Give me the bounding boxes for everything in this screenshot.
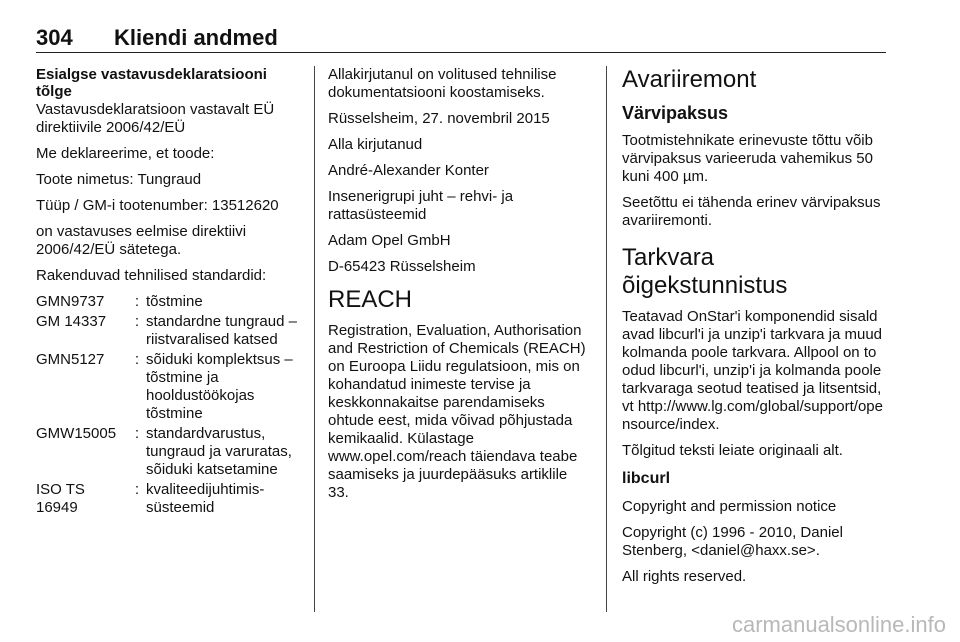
- separator: :: [134, 313, 140, 330]
- chapter-title: Kliendi andmed: [114, 25, 278, 50]
- column-left: [36, 66, 301, 519]
- separator: :: [134, 351, 140, 368]
- paragraph: on vastavuses eelmise direktiivi 2006/42/EÜ sätetega.: [36, 223, 247, 258]
- paragraph: Tõlgitud teksti leiate originaali alt.: [622, 442, 843, 459]
- separator: :: [134, 425, 140, 442]
- page-header: [36, 22, 886, 53]
- separator: :: [134, 293, 140, 310]
- standard-code: GM 14337: [36, 313, 107, 330]
- standards-table: [36, 293, 301, 519]
- section-heading-declaration: Esialgse vastavusdeklaratsiooni tõlge: [36, 66, 267, 100]
- paragraph: All rights reserved.: [622, 568, 747, 585]
- paragraph: Alla kirjutanud: [328, 136, 423, 153]
- standard-code: GMN9737: [36, 293, 105, 310]
- table-row: [36, 351, 301, 425]
- page-number: 304: [36, 25, 73, 50]
- standard-code: GMW15005: [36, 425, 117, 442]
- standard-code: GMN5127: [36, 351, 105, 368]
- column-divider-2: [606, 66, 607, 612]
- table-row: [36, 481, 301, 519]
- paragraph: André-Alexander Konter: [328, 162, 489, 179]
- subheading-paint-thickness: Värvipaksus: [622, 103, 729, 123]
- section-heading-software: Tarkvara õigekstunnistus: [622, 244, 788, 299]
- paragraph: Seetõttu ei tähenda erinev värvipaksus avariiremonti.: [622, 194, 881, 229]
- standard-code: ISO TS 16949: [36, 481, 85, 516]
- table-row: [36, 425, 301, 481]
- paragraph: Rüsselsheim, 27. novembril 2015: [328, 110, 550, 127]
- watermark: carmanualsonline.info: [731, 612, 946, 637]
- paragraph: Toote nimetus: Tungraud: [36, 171, 202, 188]
- paragraph: Vastavusdeklaratsioon vastavalt EÜ direktiivile 2006/42/EÜ: [36, 101, 275, 136]
- paragraph: D-65423 Rüsselsheim: [328, 258, 476, 275]
- paragraph: Tootmistehnikate erinevuste tõttu võib värvipaksus varieeruda vahemikus 50 kuni 400 µm.: [622, 132, 873, 185]
- paragraph: Allakirjutanul on volitused tehnilise dokumentatsiooni koostamiseks.: [328, 66, 557, 101]
- separator: :: [134, 481, 140, 498]
- table-row: [36, 293, 301, 313]
- paragraph: Teatavad OnStar'i komponendid sisaldavad libcurl'i ja unzip'i tarkvara ja muud kolmanda poole tarkvara. Allpool on toodud libcurl'i, unzip'i ja kolmanda poole tarkvaraga seotud teatised ja litsentsid, vt http://www.lg.com/global/support/opensource/index.: [622, 308, 883, 433]
- standard-description: tõstmine: [146, 293, 203, 310]
- table-row: [36, 313, 301, 351]
- section-heading-repair: Avariiremont: [622, 66, 757, 93]
- standard-description: standardne tungraud – riistvaralised katsed: [146, 313, 297, 348]
- section-heading-reach: REACH: [328, 286, 413, 313]
- standard-description: sõiduki komplektsus – tõstmine ja hooldustöökojas tõstmine: [146, 351, 293, 422]
- paragraph: Rakenduvad tehnilised standardid:: [36, 267, 267, 284]
- paragraph: Registration, Evaluation, Authorisation and Restriction of Chemicals (REACH) on Euroopa Liidu regulatsioon, mis on kohandatud inimeste tervise ja keskkonnakaitse parendamiseks ohtude eest, mida võivad põhjustada kemikaalid. Külastage www.opel.com/reach täiendava teabe saamiseks ja juurdepääsuks artiklile 33.: [328, 322, 586, 501]
- standard-description: kvaliteedijuhtimis-süsteemid: [146, 481, 265, 516]
- paragraph: Copyright and permission notice: [622, 498, 837, 515]
- paragraph: Copyright (c) 1996 - 2010, Daniel Stenberg, <daniel@haxx.se>.: [622, 524, 843, 559]
- column-middle: [328, 66, 590, 510]
- paragraph: Adam Opel GmbH: [328, 232, 451, 249]
- paragraph: Insenerigrupi juht – rehvi- ja rattasüsteemid: [328, 188, 514, 223]
- subheading-libcurl: libcurl: [622, 470, 671, 487]
- column-divider-1: [314, 66, 315, 612]
- column-right: [622, 66, 884, 594]
- standard-description: standardvarustus, tungraud ja varuratas, sõiduki katsetamine: [146, 425, 292, 478]
- paragraph: Tüüp / GM-i tootenumber: 13512620: [36, 197, 279, 214]
- paragraph: Me deklareerime, et toode:: [36, 145, 215, 162]
